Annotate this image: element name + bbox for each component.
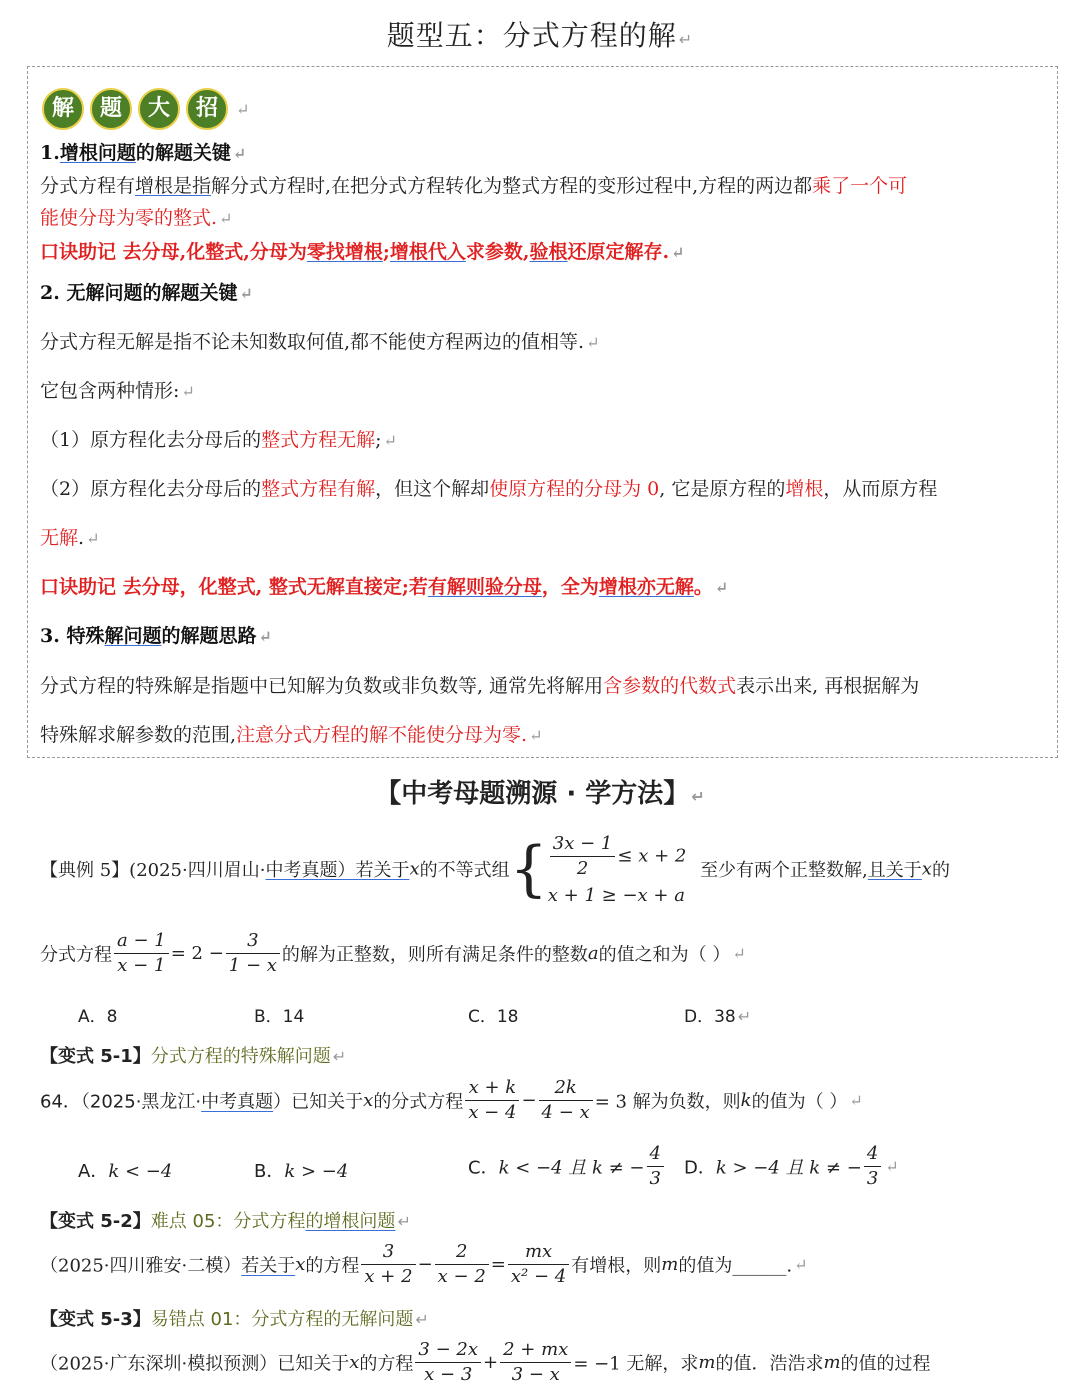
s2-case2-cont: 无解. ↵ <box>40 527 100 549</box>
section-title: 【中考母题溯源 · 学方法】 ↵ <box>375 779 705 809</box>
badge-char: 解 <box>42 88 84 130</box>
page-title: 题型五：分式方程的解 ↵ <box>386 19 694 52</box>
s2-heading: 2. 无解问题的解题关键 ↵ <box>40 282 253 304</box>
badge-char: 题 <box>90 88 132 130</box>
variant-5-3-question: （2025·广东深圳·模拟预测）已知关于x的方程 $\frac{3 - 2x}{x - 3}$ + $\frac{2 + mx}{3 - x}$ = −1 无解，求m的值．浩浩求m的值的过程 <box>40 1339 931 1385</box>
example5-option: C．18 <box>468 1007 519 1027</box>
variant-5-3-heading: 【变式 5-3】易错点 01：分式方程的无解问题 ↵ <box>40 1309 429 1330</box>
inequality-system: $\frac{3x - 1}{2}$ ≤ x + 2 x + 1 ≥ −x + a <box>547 833 687 906</box>
variant-5-1-option-d: D．k > −4 且 k ≠ − $\frac{4}{3}$ ↵ <box>684 1143 899 1189</box>
variant-5-1-option-a: A．k < −4 <box>78 1161 173 1182</box>
variant-5-2-question: （2025·四川雅安·二模）若关于x的方程 $\frac{3}{x + 2}$ − $\frac{2}{x - 2}$ = $\frac{mx}{\text{x² − 4}}$ 有增根，则m的值为______. ↵ <box>40 1241 808 1287</box>
tips-badge: 解 题 大 招 ↵ <box>42 88 249 130</box>
example5-option: B．14 <box>254 1007 305 1027</box>
example5-option: D．38 ↵ <box>684 1007 752 1027</box>
tips-box <box>27 66 1058 758</box>
s1-para: 分式方程有增根是指解分式方程时,在把分式方程转化为整式方程的变形过程中,方程的两边都乘了一个可 <box>40 175 908 197</box>
badge-char: 招 <box>186 88 228 130</box>
variant-5-1-heading: 【变式 5-1】分式方程的特殊解问题 ↵ <box>40 1046 347 1067</box>
example5-line2: 分式方程 $\frac{a - 1}{x - 1}$ = 2 − $\frac{3}{1 - x}$ 的解为正整数，则所有满足条件的整数a的值之和为（ ） ↵ <box>40 930 746 976</box>
s2-para: 分式方程无解是指不论未知数取何值,都不能使方程两边的值相等. ↵ <box>40 331 600 353</box>
variant-5-1-question: 64．（2025·黑龙江·中考真题）已知关于x的分式方程 $\frac{x + k}{x - 4}$ − $\frac{2k}{4 - x}$ = 3 解为负数，则k的值为（ ） ↵ <box>40 1077 863 1123</box>
s2-para: 它包含两种情形: ↵ <box>40 380 195 402</box>
s2-mnemonic: 口诀助记 去分母，化整式, 整式无解直接定;若有解则验分母，全为增根亦无解。 ↵ <box>40 576 729 598</box>
variant-5-1-option-c: C．k < −4 且 k ≠ − $\frac{4}{3}$ <box>468 1142 666 1191</box>
s3-para-cont: 特殊解求解参数的范围,注意分式方程的解不能使分母为零. ↵ <box>40 724 543 746</box>
s1-mnemonic: 口诀助记 去分母,化整式,分母为零找增根;增根代入求参数,验根还原定解存. ↵ <box>40 241 685 263</box>
variant-5-1-option-b: B．k > −4 <box>254 1161 349 1182</box>
s3-heading: 3. 特殊解问题的解题思路 ↵ <box>40 625 272 647</box>
variant-5-2-heading: 【变式 5-2】难点 05：分式方程的增根问题 ↵ <box>40 1211 411 1232</box>
s1-heading: 1.增根问题的解题关键 ↵ <box>40 142 247 164</box>
s2-case1: （1）原方程化去分母后的整式方程无解; ↵ <box>40 429 397 451</box>
badge-char: 大 <box>138 88 180 130</box>
s1-para-cont: 能使分母为零的整式. ↵ <box>40 207 233 229</box>
s3-para: 分式方程的特殊解是指题中已知解为负数或非负数等, 通常先将解用含参数的代数式表示出来, 再根据解为 <box>40 675 920 697</box>
example5-option: A．8 <box>78 1007 118 1027</box>
example5-line1: 【典例 5】(2025·四川眉山·中考真题）若关于x的不等式组{ $\frac{3x - 1}{2}$ ≤ x + 2 x + 1 ≥ −x + a 至少有两个正整数解,且关于x的 <box>40 833 950 906</box>
s2-case2: （2）原方程化去分母后的整式方程有解，但这个解却使原方程的分母为 0, 它是原方程的增根，从而原方程 <box>40 478 938 500</box>
